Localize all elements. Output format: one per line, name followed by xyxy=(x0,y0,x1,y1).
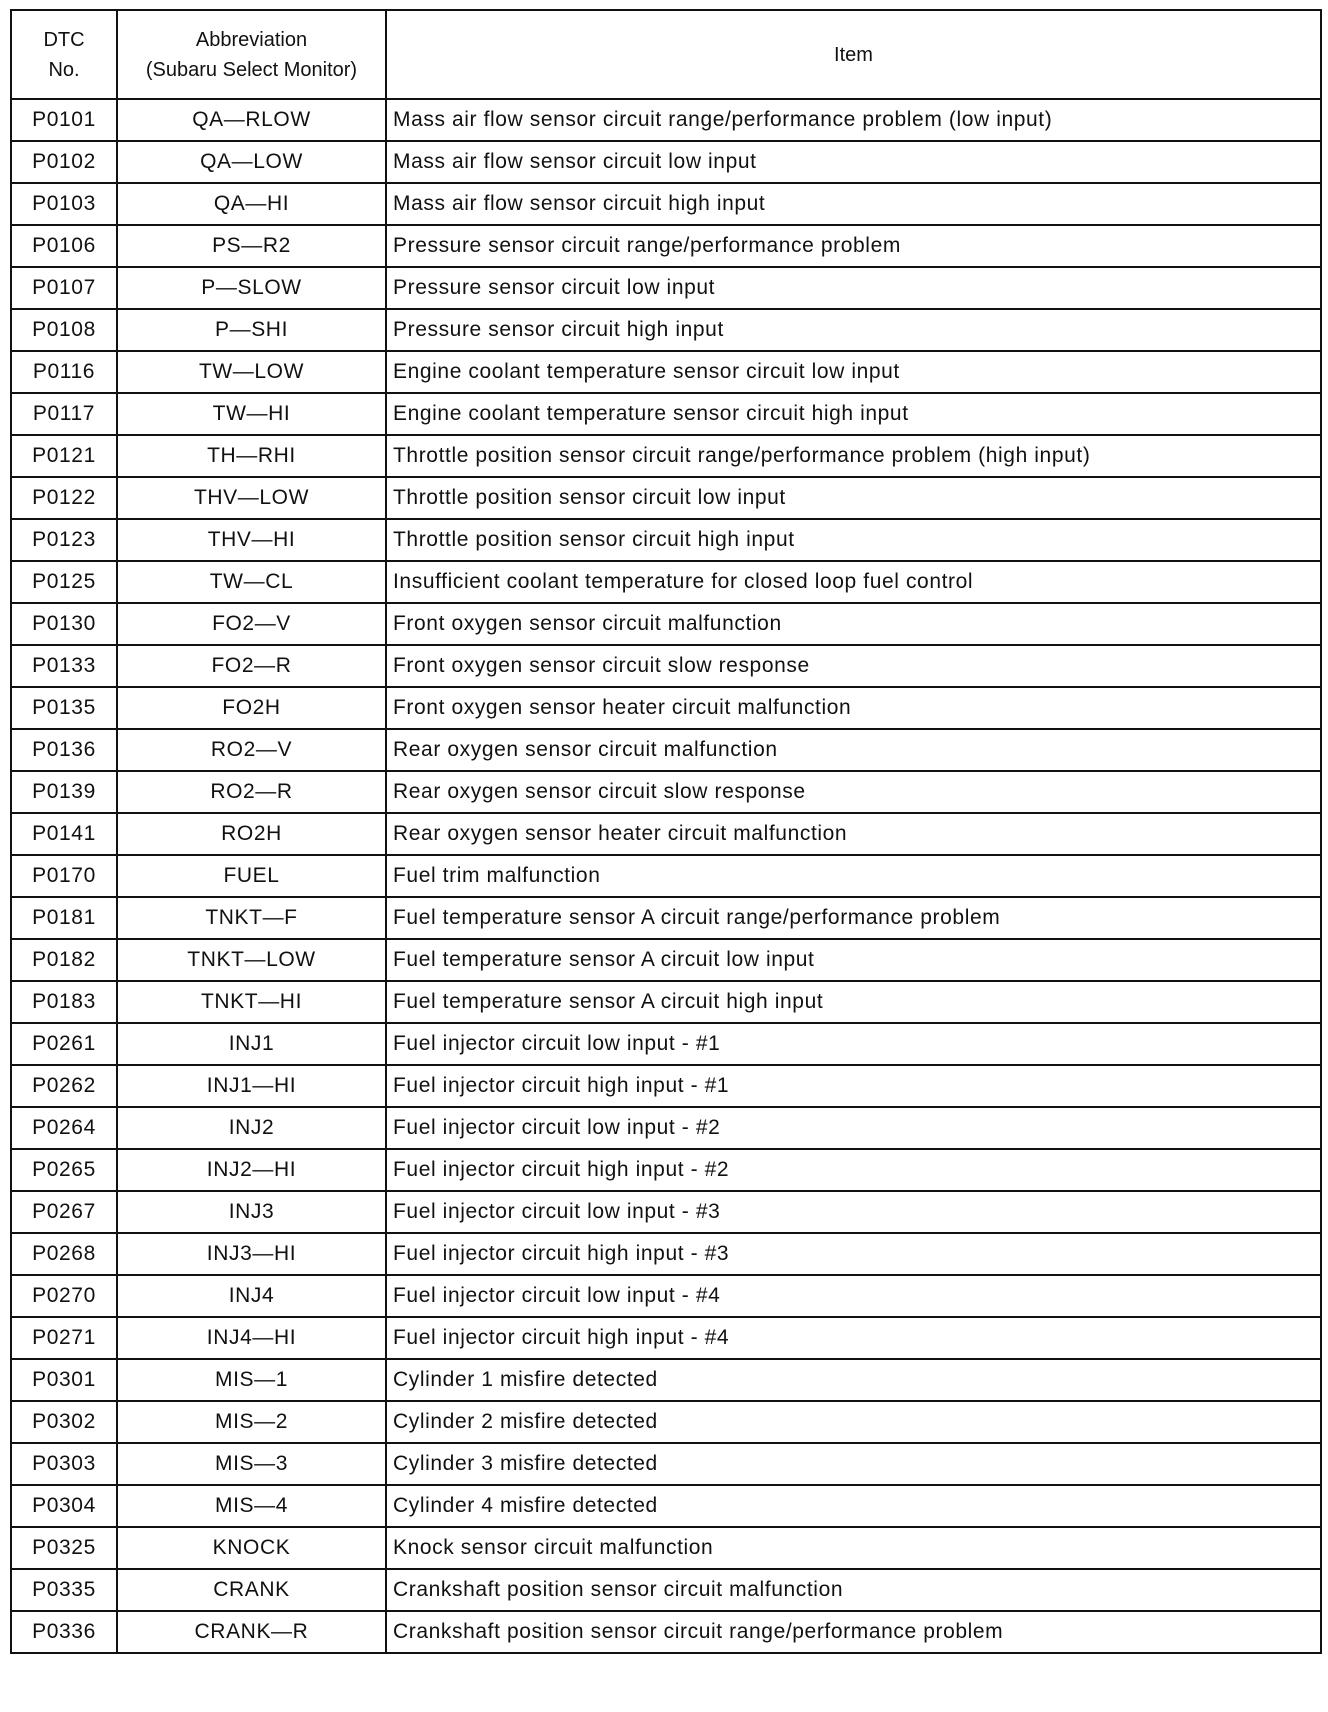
dtc-code-cell: P0108 xyxy=(11,309,117,351)
table-row xyxy=(11,1317,1321,1359)
abbreviation-cell: FO2—V xyxy=(117,603,386,645)
item-description-cell: Cylinder 2 misfire detected xyxy=(386,1401,1321,1443)
dtc-code-cell: P0301 xyxy=(11,1359,117,1401)
dtc-code-cell: P0107 xyxy=(11,267,117,309)
item-description-cell: Knock sensor circuit malfunction xyxy=(386,1527,1321,1569)
table-row xyxy=(11,645,1321,687)
item-description-cell: Throttle position sensor circuit range/performance problem (high input) xyxy=(386,435,1321,477)
table-row xyxy=(11,1107,1321,1149)
table-row xyxy=(11,1485,1321,1527)
header-row xyxy=(11,10,1321,99)
dtc-code-cell: P0336 xyxy=(11,1611,117,1653)
abbreviation-cell: INJ3 xyxy=(117,1191,386,1233)
abbreviation-cell: P—SLOW xyxy=(117,267,386,309)
abbreviation-cell: RO2—R xyxy=(117,771,386,813)
table-row xyxy=(11,855,1321,897)
abbreviation-cell: MIS—4 xyxy=(117,1485,386,1527)
table-row xyxy=(11,603,1321,645)
abbreviation-cell: QA—RLOW xyxy=(117,99,386,141)
abbreviation-cell: TNKT—LOW xyxy=(117,939,386,981)
header-abbreviation-line2: (Subaru Select Monitor) xyxy=(145,58,358,81)
abbreviation-cell: MIS—1 xyxy=(117,1359,386,1401)
abbreviation-cell: INJ4—HI xyxy=(117,1317,386,1359)
dtc-table xyxy=(10,9,1322,1654)
abbreviation-cell: PS—R2 xyxy=(117,225,386,267)
table-row xyxy=(11,939,1321,981)
dtc-code-cell: P0122 xyxy=(11,477,117,519)
header-dtc-line2: No. xyxy=(48,58,80,81)
abbreviation-cell: TW—LOW xyxy=(117,351,386,393)
item-description-cell: Rear oxygen sensor heater circuit malfunction xyxy=(386,813,1321,855)
dtc-code-cell: P0136 xyxy=(11,729,117,771)
abbreviation-cell: INJ3—HI xyxy=(117,1233,386,1275)
table-row xyxy=(11,1611,1321,1653)
table-row xyxy=(11,1191,1321,1233)
table-body xyxy=(11,99,1321,1653)
abbreviation-cell: TW—HI xyxy=(117,393,386,435)
table-row xyxy=(11,351,1321,393)
dtc-code-cell: P0268 xyxy=(11,1233,117,1275)
abbreviation-cell: CRANK—R xyxy=(117,1611,386,1653)
table-row xyxy=(11,1401,1321,1443)
header-abbreviation-line1: Abbreviation xyxy=(195,28,308,51)
table-row xyxy=(11,435,1321,477)
abbreviation-cell: THV—HI xyxy=(117,519,386,561)
item-description-cell: Rear oxygen sensor circuit slow response xyxy=(386,771,1321,813)
item-description-cell: Fuel injector circuit high input - #1 xyxy=(386,1065,1321,1107)
table-row xyxy=(11,813,1321,855)
dtc-code-cell: P0335 xyxy=(11,1569,117,1611)
dtc-code-cell: P0123 xyxy=(11,519,117,561)
dtc-code-cell: P0170 xyxy=(11,855,117,897)
table-row xyxy=(11,267,1321,309)
table-header xyxy=(11,10,1321,99)
item-description-cell: Fuel injector circuit high input - #4 xyxy=(386,1317,1321,1359)
dtc-code-cell: P0121 xyxy=(11,435,117,477)
abbreviation-cell: INJ4 xyxy=(117,1275,386,1317)
dtc-code-cell: P0265 xyxy=(11,1149,117,1191)
table-row xyxy=(11,1527,1321,1569)
item-description-cell: Fuel injector circuit low input - #3 xyxy=(386,1191,1321,1233)
abbreviation-cell: TH—RHI xyxy=(117,435,386,477)
abbreviation-cell: FO2H xyxy=(117,687,386,729)
item-description-cell: Cylinder 3 misfire detected xyxy=(386,1443,1321,1485)
abbreviation-cell: INJ2—HI xyxy=(117,1149,386,1191)
abbreviation-cell: FO2—R xyxy=(117,645,386,687)
dtc-code-cell: P0101 xyxy=(11,99,117,141)
item-description-cell: Pressure sensor circuit high input xyxy=(386,309,1321,351)
dtc-code-cell: P0141 xyxy=(11,813,117,855)
item-description-cell: Cylinder 1 misfire detected xyxy=(386,1359,1321,1401)
table-row xyxy=(11,771,1321,813)
table-row xyxy=(11,729,1321,771)
table-row xyxy=(11,141,1321,183)
item-description-cell: Mass air flow sensor circuit low input xyxy=(386,141,1321,183)
table-row xyxy=(11,1065,1321,1107)
table-row xyxy=(11,897,1321,939)
item-description-cell: Crankshaft position sensor circuit malfunction xyxy=(386,1569,1321,1611)
item-description-cell: Front oxygen sensor heater circuit malfunction xyxy=(386,687,1321,729)
item-description-cell: Engine coolant temperature sensor circuit low input xyxy=(386,351,1321,393)
abbreviation-cell: INJ1—HI xyxy=(117,1065,386,1107)
abbreviation-cell: MIS—2 xyxy=(117,1401,386,1443)
item-description-cell: Fuel injector circuit low input - #1 xyxy=(386,1023,1321,1065)
item-description-cell: Insufficient coolant temperature for closed loop fuel control xyxy=(386,561,1321,603)
abbreviation-cell: QA—HI xyxy=(117,183,386,225)
table-row xyxy=(11,981,1321,1023)
table-row xyxy=(11,393,1321,435)
dtc-code-cell: P0267 xyxy=(11,1191,117,1233)
dtc-code-cell: P0106 xyxy=(11,225,117,267)
table-row xyxy=(11,1359,1321,1401)
item-description-cell: Fuel injector circuit low input - #4 xyxy=(386,1275,1321,1317)
dtc-code-cell: P0183 xyxy=(11,981,117,1023)
abbreviation-cell: CRANK xyxy=(117,1569,386,1611)
item-description-cell: Pressure sensor circuit low input xyxy=(386,267,1321,309)
abbreviation-cell: TNKT—HI xyxy=(117,981,386,1023)
header-dtc-no xyxy=(11,10,117,99)
dtc-code-cell: P0116 xyxy=(11,351,117,393)
abbreviation-cell: RO2H xyxy=(117,813,386,855)
item-description-cell: Throttle position sensor circuit high input xyxy=(386,519,1321,561)
table-row xyxy=(11,561,1321,603)
dtc-code-cell: P0103 xyxy=(11,183,117,225)
abbreviation-cell: RO2—V xyxy=(117,729,386,771)
dtc-code-cell: P0270 xyxy=(11,1275,117,1317)
dtc-code-cell: P0135 xyxy=(11,687,117,729)
dtc-code-cell: P0182 xyxy=(11,939,117,981)
dtc-code-cell: P0303 xyxy=(11,1443,117,1485)
dtc-code-cell: P0262 xyxy=(11,1065,117,1107)
item-description-cell: Rear oxygen sensor circuit malfunction xyxy=(386,729,1321,771)
dtc-code-cell: P0302 xyxy=(11,1401,117,1443)
item-description-cell: Mass air flow sensor circuit range/performance problem (low input) xyxy=(386,99,1321,141)
table-row xyxy=(11,309,1321,351)
item-description-cell: Engine coolant temperature sensor circuit high input xyxy=(386,393,1321,435)
item-description-cell: Throttle position sensor circuit low input xyxy=(386,477,1321,519)
abbreviation-cell: TW—CL xyxy=(117,561,386,603)
item-description-cell: Crankshaft position sensor circuit range/performance problem xyxy=(386,1611,1321,1653)
dtc-code-cell: P0117 xyxy=(11,393,117,435)
dtc-code-cell: P0264 xyxy=(11,1107,117,1149)
header-item: Item xyxy=(386,10,1321,99)
abbreviation-cell: QA—LOW xyxy=(117,141,386,183)
item-description-cell: Mass air flow sensor circuit high input xyxy=(386,183,1321,225)
table-row xyxy=(11,1443,1321,1485)
table-row xyxy=(11,519,1321,561)
dtc-code-cell: P0125 xyxy=(11,561,117,603)
dtc-code-cell: P0304 xyxy=(11,1485,117,1527)
table-row xyxy=(11,225,1321,267)
dtc-code-cell: P0271 xyxy=(11,1317,117,1359)
table-row xyxy=(11,1275,1321,1317)
abbreviation-cell: INJ1 xyxy=(117,1023,386,1065)
header-abbreviation xyxy=(117,10,386,99)
dtc-code-cell: P0130 xyxy=(11,603,117,645)
table-row xyxy=(11,183,1321,225)
abbreviation-cell: KNOCK xyxy=(117,1527,386,1569)
dtc-code-cell: P0261 xyxy=(11,1023,117,1065)
dtc-code-cell: P0133 xyxy=(11,645,117,687)
table-row xyxy=(11,1569,1321,1611)
item-description-cell: Front oxygen sensor circuit slow response xyxy=(386,645,1321,687)
abbreviation-cell: INJ2 xyxy=(117,1107,386,1149)
item-description-cell: Fuel injector circuit low input - #2 xyxy=(386,1107,1321,1149)
dtc-code-cell: P0181 xyxy=(11,897,117,939)
item-description-cell: Fuel injector circuit high input - #2 xyxy=(386,1149,1321,1191)
table-row xyxy=(11,477,1321,519)
item-description-cell: Fuel temperature sensor A circuit range/performance problem xyxy=(386,897,1321,939)
dtc-code-cell: P0325 xyxy=(11,1527,117,1569)
abbreviation-cell: MIS—3 xyxy=(117,1443,386,1485)
item-description-cell: Fuel temperature sensor A circuit low input xyxy=(386,939,1321,981)
item-description-cell: Pressure sensor circuit range/performance problem xyxy=(386,225,1321,267)
dtc-code-cell: P0139 xyxy=(11,771,117,813)
item-description-cell: Cylinder 4 misfire detected xyxy=(386,1485,1321,1527)
item-description-cell: Front oxygen sensor circuit malfunction xyxy=(386,603,1321,645)
table-row xyxy=(11,687,1321,729)
item-description-cell: Fuel injector circuit high input - #3 xyxy=(386,1233,1321,1275)
table-row xyxy=(11,1149,1321,1191)
item-description-cell: Fuel temperature sensor A circuit high input xyxy=(386,981,1321,1023)
header-dtc-line1: DTC xyxy=(43,28,85,51)
table-row xyxy=(11,1023,1321,1065)
abbreviation-cell: P—SHI xyxy=(117,309,386,351)
table-row xyxy=(11,1233,1321,1275)
item-description-cell: Fuel trim malfunction xyxy=(386,855,1321,897)
dtc-code-cell: P0102 xyxy=(11,141,117,183)
abbreviation-cell: FUEL xyxy=(117,855,386,897)
abbreviation-cell: THV—LOW xyxy=(117,477,386,519)
abbreviation-cell: TNKT—F xyxy=(117,897,386,939)
table-row xyxy=(11,99,1321,141)
